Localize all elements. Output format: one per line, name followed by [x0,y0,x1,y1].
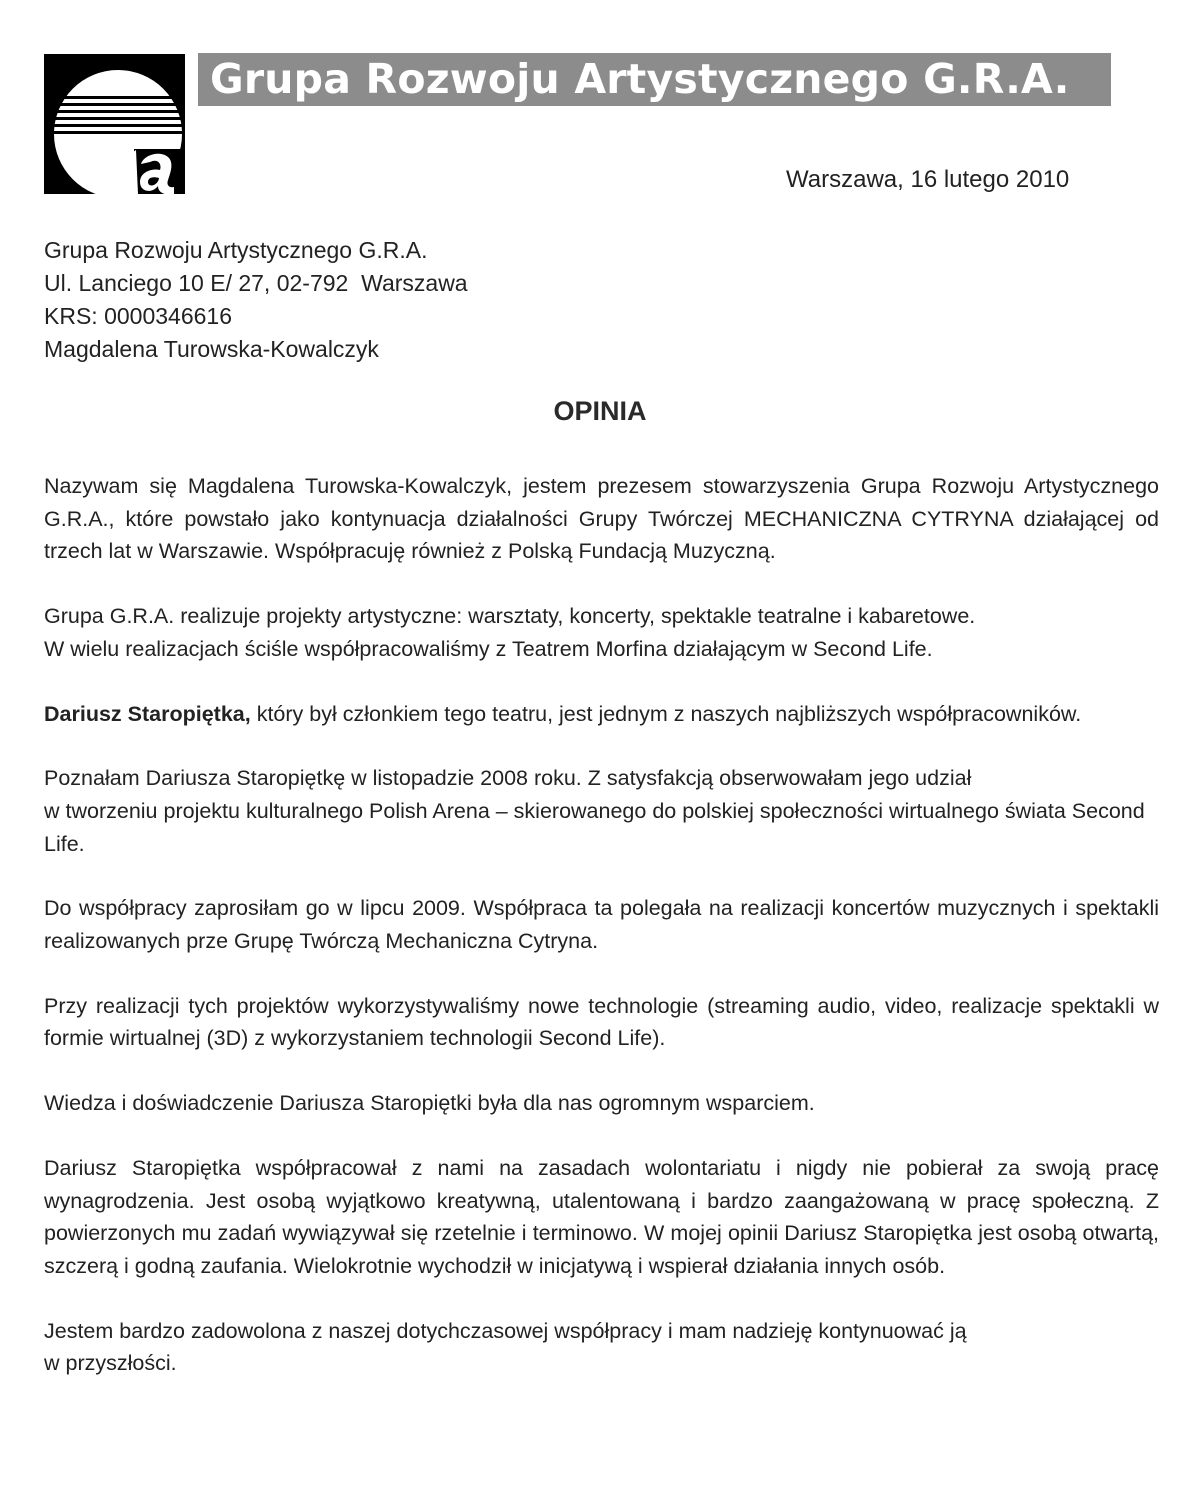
paragraph-introduction: Nazywam się Magdalena Turowska-Kowalczyk, jestem prezesem stowarzyszenia Grupa Rozwoju Artystycznego G.R.A., które powstało jako kontynuacja działalności Grupy Twórczej MECHANICZNA CYTRYNA działającej od trzech lat w Warszawie. Współpracuję również z Polską Fundacją Muzyczną. [44,474,1159,564]
letter-body [44,470,1159,1412]
paragraph-line: Grupa G.R.A. realizuje projekty artystyczne: warsztaty, koncerty, spektakle teatralne i kabaretowe. [44,604,976,629]
bold-name: Dariusz Staropiętka, [44,701,251,726]
paragraph-line: Jestem bardzo zadowolona z naszej dotychczasowej współpracy i mam nadzieję kontynuować ją [44,1318,967,1343]
paragraph-group-projects [44,600,1159,665]
paragraph-dariusz-member [44,698,1159,731]
paragraph-polish-arena [44,762,1159,860]
sender-street-address: Ul. Lanciego 10 E/ 27, 02-792 Warszawa [44,270,468,296]
letter-date: Warszawa, 16 lutego 2010 [786,166,1070,193]
paragraph-volunteer: Dariusz Staropiętka współpracował z nami na zasadach wolontariatu i nigdy nie pobierał za swoją pracę wynagrodzenia. Jest osobą wyjątkowo kreatywną, utalentowaną i bardzo zaangażowaną w pracę społeczną. Z powierzonych mu zadań wywiązywał się rzetelnie i terminowo. W mojej opinii Dariusz Staropiętka jest osobą otwartą, szczerą i godną zaufania. Wielokrotnie wychodził w inicjatywą i wspierał działania innych osób. [44,1155,1159,1278]
document-title: OPINIA [553,396,647,426]
sender-organization: Grupa Rozwoju Artystycznego G.R.A. [44,237,428,263]
banner-title: Grupa Rozwoju Artystycznego G.R.A. [210,55,1070,103]
paragraph-line: w tworzeniu projektu kulturalnego Polish Arena – skierowanego do polskiej społeczności wirtualnego świata Second Life. [44,798,1145,856]
paragraph-closing [44,1315,1159,1380]
organization-banner [198,53,1111,106]
paragraph-knowledge: Wiedza i doświadczenie Dariusza Staropiętki była dla nas ogromnym wsparciem. [44,1091,815,1116]
gra-logo-icon [44,54,185,194]
paragraph-text: który był członkiem tego teatru, jest jednym z naszych najbliższych współpracowników. [250,701,1082,726]
sender-address-block [44,234,468,366]
paragraph-cooperation: Do współpracy zaprosiłam go w lipcu 2009. Współpraca ta polegała na realizacji koncertów muzycznych i spektakli realizowanych prze Grupę Twórczą Mechaniczna Cytryna. [44,896,1159,954]
sender-krs: KRS: 0000346616 [44,303,232,329]
paragraph-technologies: Przy realizacji tych projektów wykorzystywaliśmy nowe technologie (streaming audio, video, realizacje spektakli w formie wirtualnej (3D) z wykorzystaniem technologii Second Life). [44,993,1159,1051]
paragraph-line: W wielu realizacjach ściśle współpracowaliśmy z Teatrem Morfina działającym w Second Life. [44,636,933,661]
paragraph-line: w przyszłości. [44,1351,177,1376]
paragraph-line: Poznałam Dariusza Staropiętkę w listopadzie 2008 roku. Z satysfakcją obserwowałam jego udział [44,766,972,791]
sender-name: Magdalena Turowska-Kowalczyk [44,336,379,362]
